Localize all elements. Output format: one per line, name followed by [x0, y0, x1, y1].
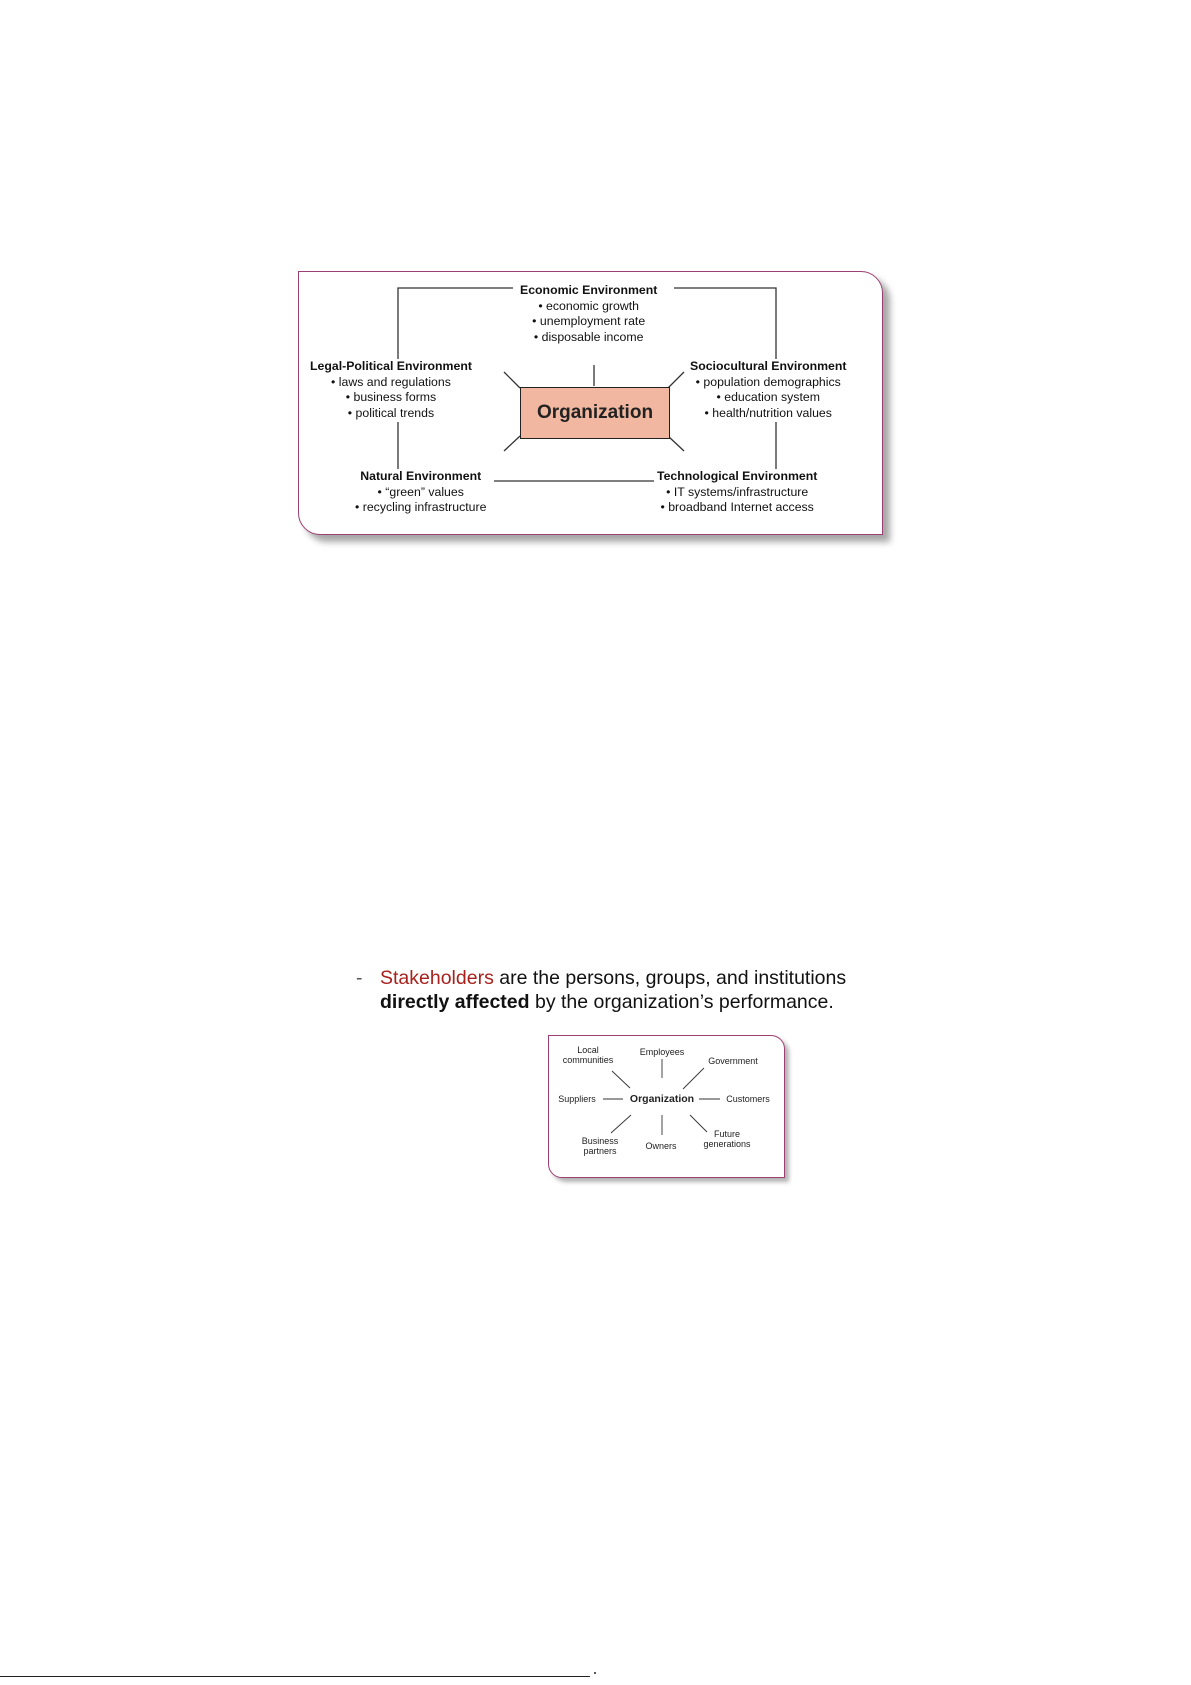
definition-text-1: are the persons, groups, and institutions [493, 967, 847, 989]
future-line2: generations [703, 1139, 751, 1149]
legal-political-title: Legal-Political Environment [310, 359, 472, 373]
local-line1: Local [577, 1045, 599, 1055]
technological-environment [654, 469, 820, 516]
technological-title: Technological Environment [657, 469, 818, 483]
legal-political-environment [307, 359, 475, 421]
legal-political-item: • laws and regulations [310, 375, 472, 391]
natural-item: • “green” values [355, 485, 486, 501]
natural-title: Natural Environment [360, 469, 482, 483]
stakeholder-business-partners [575, 1136, 625, 1156]
sociocultural-item: • health/nutrition values [690, 406, 846, 422]
natural-environment [352, 469, 489, 516]
stakeholder-local-communities [559, 1045, 617, 1065]
spoke-top-left [504, 372, 520, 388]
stakeholder-organization: Organization [629, 1093, 695, 1105]
stakeholders-definition [380, 966, 876, 1014]
stakeholder-customers: Customers [726, 1094, 770, 1104]
connector-top-right [674, 288, 776, 367]
sociocultural-environment [687, 359, 849, 421]
spoke-government [683, 1068, 704, 1089]
spoke-bottom-right [668, 436, 684, 451]
stakeholder-suppliers: Suppliers [558, 1094, 596, 1104]
economic-title: Economic Environment [520, 283, 658, 297]
legal-political-item: • political trends [310, 406, 472, 422]
natural-item: • recycling infrastructure [355, 500, 486, 516]
stakeholders-keyword: Stakeholders [380, 967, 494, 989]
sociocultural-item: • education system [690, 390, 846, 406]
sociocultural-title: Sociocultural Environment [690, 359, 847, 373]
stakeholder-government: Government [708, 1056, 758, 1066]
stakeholders-paragraph [356, 966, 876, 1014]
economic-item: • unemployment rate [520, 314, 657, 330]
organization-box: Organization [520, 387, 670, 439]
connector-top-left [398, 288, 513, 365]
spoke-business [611, 1115, 631, 1133]
stakeholder-employees: Employees [639, 1047, 685, 1057]
economic-environment [517, 283, 660, 345]
stakeholder-owners: Owners [645, 1141, 677, 1151]
business-line1: Business [581, 1136, 619, 1146]
spoke-local [612, 1071, 630, 1088]
stakeholder-future-generations [696, 1129, 758, 1149]
future-line1: Future [713, 1129, 740, 1139]
sociocultural-item: • population demographics [690, 375, 846, 391]
footnote-separator [0, 1676, 590, 1677]
environment-diagram [298, 271, 891, 536]
spoke-bottom-left [504, 436, 520, 451]
technological-item: • IT systems/infrastructure [657, 485, 817, 501]
legal-political-item: • business forms [310, 390, 472, 406]
local-line2: communities [562, 1055, 614, 1065]
list-dash: - [356, 967, 363, 989]
economic-item: • economic growth [520, 299, 657, 315]
technological-item: • broadband Internet access [657, 500, 817, 516]
spoke-top-right [668, 372, 684, 388]
stakeholder-diagram [548, 1035, 788, 1181]
footnote-mark [594, 1672, 596, 1674]
business-line2: partners [583, 1146, 617, 1156]
definition-text-2: by the organization’s performance. [529, 991, 834, 1013]
definition-emphasis: directly affected [380, 991, 530, 1013]
economic-item: • disposable income [520, 330, 657, 346]
